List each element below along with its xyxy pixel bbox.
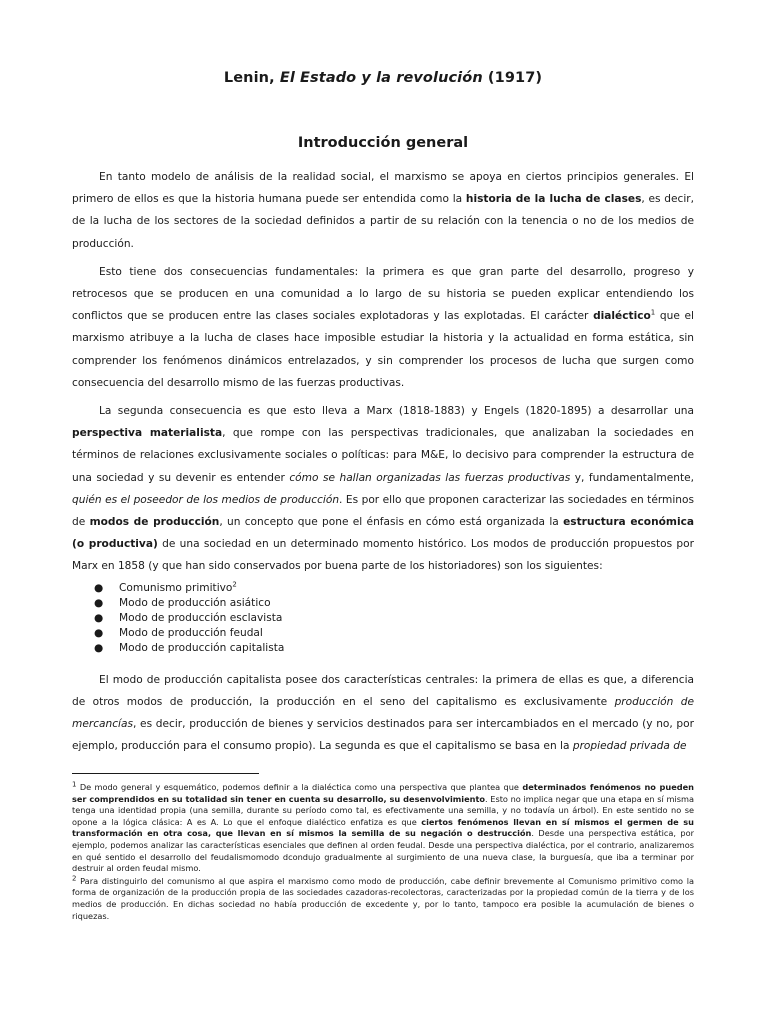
text-run: Para distinguirlo del comunismo al que aspira el marxismo como modo de producción, cabe definir brevemente al Comunismo primitivo como la forma de organización de la producción propia de las sociedades cazadoras-recolectoras, caracterizadas por la propiedad común de la tierra y de los medios de producción. En dichas sociedad no había producción de excedente y, por lo tanto, tampoco era posible la acumulación de bienes o riquezas. [72, 875, 694, 921]
bullet-icon: ● [94, 642, 104, 655]
bullet-icon: ● [94, 596, 104, 609]
text-run: Esto tiene dos consecuencias fundamentales: la primera es que gran parte del desarrollo, progreso y retrocesos que se producen en una comunidad a lo largo de su historia se pueden explicar entendiendo los conflictos que se producen entre las clases sociales explotadoras y las explotadas. El carácter [72, 265, 694, 323]
list-item [72, 596, 694, 611]
text-run: De modo general y esquemático, podemos definir a la dialéctica como una perspectiva que plantea que [76, 782, 523, 792]
italic-term: quién es el poseedor de los medios de producción [72, 493, 340, 506]
bullet-icon: ● [94, 612, 104, 625]
title-year: (1917) [482, 70, 543, 86]
document-body [72, 166, 694, 763]
paragraph-3 [72, 400, 694, 578]
text-run: La segunda consecuencia es que esto lleva a Marx (1818-1883) y Engels (1820-1895) a desarrollar una [99, 405, 694, 418]
footnote-2 [72, 876, 694, 922]
italic-term: producción de mercancías [72, 695, 694, 731]
bold-term: historia de la lucha de clases [465, 193, 642, 206]
list-item-label: Modo de producción asiático [119, 596, 271, 609]
bullet-icon: ● [94, 581, 104, 594]
text-run: . Esto no implica negar que una etapa en sí misma tenga una identidad propia (una semilla, durante su período como tal, es efectivamente una semilla, y no todavía un árbol). En este sentido no se opone a la lógica clásica: A es A. Lo que el enfoque dialéctico enfatiza es que [72, 793, 694, 827]
text-run: , es decir, de la lucha de los sectores de la sociedad definidos a partir de su relación con la tenencia o no de los medios de producción. [72, 193, 695, 250]
list-item [72, 641, 694, 656]
footnote-1 [72, 782, 694, 875]
text-run: que el marxismo atribuye a la lucha de clases hace imposible estudiar la historia y la actualidad en forma estática, sin comprender los fenómenos dinámicos entrelazados, y sin comprender los procesos de lucha que surgen como consecuencia del desarrollo mismo de las fuerzas productivas. [72, 310, 694, 389]
footnote-separator [72, 773, 259, 774]
title-author: Lenin, [223, 70, 280, 86]
text-run: En tanto modelo de análisis de la realidad social, el marxismo se apoya en ciertos principios generales. El primero de ellos es que la historia humana puede ser entendida como la [72, 171, 694, 206]
section-heading: Introducción general [297, 135, 469, 151]
list-item [72, 581, 694, 596]
list-item-label: Modo de producción feudal [119, 627, 263, 640]
bold-term: dialéctico [593, 310, 651, 323]
bold-term: estructura económica (o productiva) [72, 516, 694, 551]
text-run: El modo de producción capitalista posee dos características centrales: la primera de ellas es que, a diferencia de otros modos de producción, la producción en el seno del capitalismo es exclusivamente [72, 673, 694, 708]
text-run: . Desde una perspectiva estática, por ejemplo, podemos analizar las características esenciales que definen al orden feudal. Desde una perspectiva dialéctica, por el contrario, analizaremos en qué sentido el desarrollo del feudalismomodo dcondujo gradualmente al surgimiento de una nueva clase, la burguesía, que iba a terminar por destruir al orden feudal mismo. [72, 828, 695, 874]
title-work: El Estado y la revolución [279, 70, 483, 86]
bold-term: ciertos fenómenos llevan en sí mismos el germen de su transformación en otra cosa, que llevan en sí mismos la semilla de su negación o destrucción [72, 816, 695, 839]
text-run: y, fundamentalmente, [570, 471, 694, 484]
list-item-label: Modo de producción esclavista [119, 612, 283, 625]
paragraph-2 [72, 261, 694, 394]
footnote-number: 1 [72, 780, 77, 789]
text-run: , es decir, producción de bienes y servicios destinados para ser intercambiados en el mercado (y no, por ejemplo, producción para el consumo propio). La segunda es que el capitalismo se basa en la [72, 718, 694, 753]
list-item [72, 611, 694, 626]
text-run: , que rompe con las perspectivas tradicionales, que analizaban la sociedades en términos de relaciones exclusivamente sociales o políticas: para M&E, lo decisivo para comprender la estructura de una sociedad y su devenir es entender [72, 427, 694, 484]
footnote-ref: 2 [232, 580, 237, 589]
footnote-ref: 1 [650, 308, 656, 317]
bold-term: determinados fenómenos no pueden ser comprendidos en su totalidad sin tener en cuenta su desarrollo, su desenvolvimiento [72, 782, 694, 804]
footnote-number: 2 [72, 874, 77, 883]
text-run: de una sociedad en un determinado momento histórico. Los modos de producción propuestos por Marx en 1858 (y que han sido conservados por buena parte de los historiadores) son los siguientes: [72, 538, 694, 573]
text-run: . Es por ello que proponen caracterizar las sociedades en términos de [72, 493, 694, 529]
bold-term: perspectiva materialista [72, 427, 223, 440]
list-item-label: Comunismo primitivo [119, 581, 233, 594]
italic-term: propiedad privada de [572, 740, 687, 753]
list-item-label: Modo de producción capitalista [119, 642, 285, 655]
footnotes [72, 782, 694, 923]
bold-term: modos de producción [89, 516, 220, 529]
document-title [72, 70, 694, 86]
modes-of-production-list [72, 581, 694, 657]
list-item [72, 626, 694, 641]
paragraph-4 [72, 669, 694, 758]
paragraph-1 [72, 166, 694, 255]
bullet-icon: ● [94, 627, 104, 640]
italic-term: cómo se hallan organizadas las fuerzas productivas [289, 471, 571, 484]
text-run: , un concepto que pone el énfasis en cómo está organizada la [219, 516, 564, 529]
